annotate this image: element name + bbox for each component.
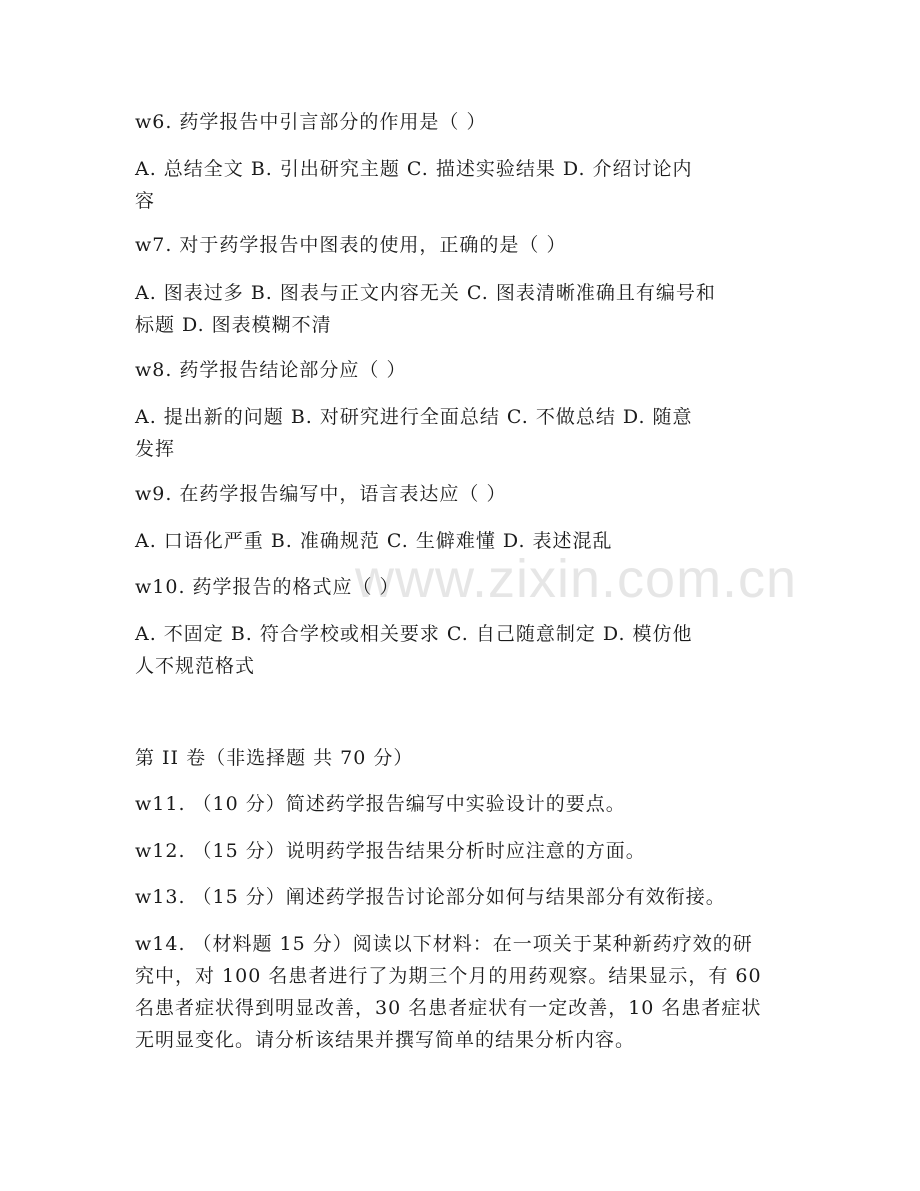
section-2-title: 第 II 卷（非选择题 共 70 分） [135,747,414,769]
question-6-options-line1: A. 总结全文 B. 引出研究主题 C. 描述实验结果 D. 介绍讨论内 [135,158,693,180]
question-10-options-line1: A. 不固定 B. 符合学校或相关要求 C. 自己随意制定 D. 模仿他 [135,623,693,645]
question-8-options-line1: A. 提出新的问题 B. 对研究进行全面总结 C. 不做总结 D. 随意 [135,406,693,428]
question-14-line4: 无明显变化。请分析该结果并撰写简单的结果分析内容。 [135,1029,636,1051]
question-12: w12. （15 分）说明药学报告结果分析时应注意的方面。 [135,840,646,862]
question-7-options-line2: 标题 D. 图表模糊不清 [135,314,332,336]
question-14-line3: 名患者症状得到明显改善，30 名患者症状有一定改善，10 名患者症状 [135,997,762,1019]
question-9-options-line1: A. 口语化严重 B. 准确规范 C. 生僻难懂 D. 表述混乱 [135,530,613,552]
question-10-options-line2: 人不规范格式 [135,655,256,677]
question-11: w11. （10 分）简述药学报告编写中实验设计的要点。 [135,793,626,815]
question-8-stem: w8. 药学报告结论部分应（ ） [135,359,407,381]
question-7-options-line1: A. 图表过多 B. 图表与正文内容无关 C. 图表清晰准确且有编号和 [135,282,716,304]
question-13: w13. （15 分）阐述药学报告讨论部分如何与结果部分有效衔接。 [135,886,726,908]
question-14-line2: 究中，对 100 名患者进行了为期三个月的用药观察。结果显示，有 60 [135,965,762,987]
question-6-stem: w6. 药学报告中引言部分的作用是（ ） [135,111,487,133]
question-6-options-line2: 容 [135,190,156,212]
question-9-stem: w9. 在药学报告编写中，语言表达应（ ） [135,483,507,505]
question-10-stem: w10. 药学报告的格式应（ ） [135,576,400,598]
watermark: www.zixin.com.cn [355,549,798,609]
question-8-options-line2: 发挥 [135,438,176,460]
question-7-stem: w7. 对于药学报告中图表的使用，正确的是（ ） [135,234,567,256]
question-14-line1: w14. （材料题 15 分）阅读以下材料：在一项关于某种新药疗效的研 [135,933,753,955]
